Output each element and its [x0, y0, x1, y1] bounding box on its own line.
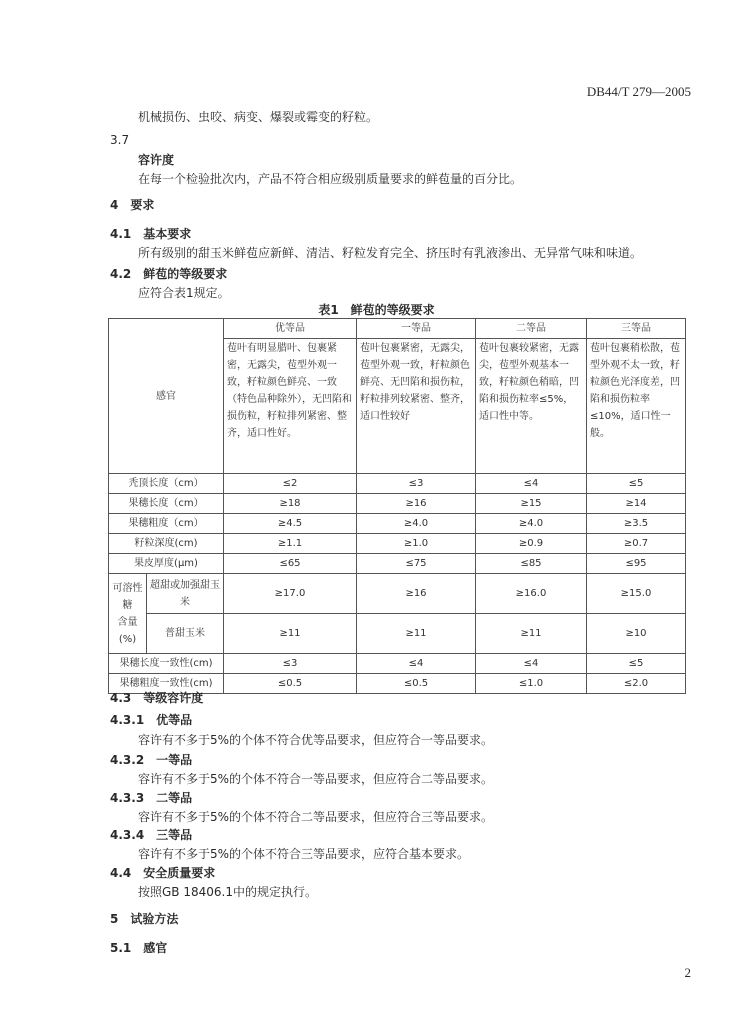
table-caption: 表1 鲜苞的等级要求 [318, 303, 435, 317]
table-cell: ≥16 [357, 574, 476, 614]
sugar-label-line: 含量(%) [117, 616, 138, 645]
section-heading: 4.2 鲜苞的等级要求 [110, 267, 228, 281]
table-cell: ≤4 [476, 654, 587, 674]
table-cell: ≥11 [476, 614, 587, 654]
table-cell: ≥4.0 [476, 514, 587, 534]
table-cell: ≤0.5 [224, 674, 357, 694]
table-cell: ≥15.0 [587, 574, 686, 614]
grade-header: 三等品 [587, 319, 686, 339]
row-label: 果穗粗度（cm） [109, 514, 224, 534]
table-cell: ≥14 [587, 494, 686, 514]
section-title: 容许度 [138, 153, 175, 167]
text-line: 容许有不多于5%的个体不符合一等品要求，但应符合二等品要求。 [138, 772, 494, 786]
sensory-label: 感官 [109, 319, 224, 474]
text-line: 容许有不多于5%的个体不符合二等品要求，但应符合三等品要求。 [138, 810, 494, 824]
table-cell: ≥18 [224, 494, 357, 514]
text-line: 容许有不多于5%的个体不符合优等品要求，但应符合一等品要求。 [138, 733, 494, 747]
section-number: 3.7 [110, 133, 130, 147]
table-cell: ≤4 [357, 654, 476, 674]
sugar-label-line: 可溶性糖 [112, 582, 143, 611]
section-heading: 4.3.3 二等品 [110, 791, 193, 805]
row-label: 普甜玉米 [147, 614, 224, 654]
table-cell: ≥15 [476, 494, 587, 514]
table-cell: ≥16 [357, 494, 476, 514]
sensory-cell: 苞叶包裹较紧密，无露尖，苞型外观基本一致，籽粒颜色稍暗，凹陷和损伤粒率≤5%，适口性中等。 [476, 339, 587, 474]
grade-header: 优等品 [224, 319, 357, 339]
sensory-cell: 苞叶包裹稍松散，苞型外观不太一致，籽粒颜色光泽度差，凹陷和损伤粒率≤10%，适口性一般。 [587, 339, 686, 474]
table-cell: ≤65 [224, 554, 357, 574]
table-cell: ≥1.0 [357, 534, 476, 554]
table-cell: ≥1.1 [224, 534, 357, 554]
table-header-row [109, 319, 686, 339]
table-cell: ≤5 [587, 654, 686, 674]
table-cell: ≥16.0 [476, 574, 587, 614]
table-cell: ≤1.0 [476, 674, 587, 694]
table-cell: ≤3 [224, 654, 357, 674]
text-line: 容许有不多于5%的个体不符合三等品要求，应符合基本要求。 [138, 847, 470, 861]
sensory-cell: 苞叶有明显腊叶、包裹紧密，无露尖，苞型外观一致，籽粒颜色鲜亮、一致（特色品种除外），无凹陷和损伤粒，籽粒排列紧密、整齐，适口性好。 [224, 339, 357, 474]
table-cell: ≤5 [587, 474, 686, 494]
row-label: 秃顶长度（cm） [109, 474, 224, 494]
row-label: 果穗粗度一致性(cm) [109, 674, 224, 694]
grade-header: 一等品 [357, 319, 476, 339]
table-row [109, 514, 686, 534]
text-line: 应符合表1规定。 [138, 286, 230, 300]
standard-number: DB44/T 279—2005 [586, 84, 691, 99]
table-cell: ≥0.9 [476, 534, 587, 554]
row-label: 籽粒深度(cm) [109, 534, 224, 554]
sugar-label [109, 574, 147, 654]
table-cell: ≤95 [587, 554, 686, 574]
text-line: 机械损伤、虫咬、病变、爆裂或霉变的籽粒。 [138, 110, 379, 124]
table-cell: ≥0.7 [587, 534, 686, 554]
table-cell: ≤2 [224, 474, 357, 494]
row-label: 果皮厚度(μm) [109, 554, 224, 574]
section-heading: 4.3.2 一等品 [110, 753, 193, 767]
table-cell: ≥11 [224, 614, 357, 654]
row-label: 果穗长度（cm） [109, 494, 224, 514]
table-cell: ≥4.0 [357, 514, 476, 534]
table-cell: ≥3.5 [587, 514, 686, 534]
section-heading: 4.4 安全质量要求 [110, 866, 216, 880]
table-cell: ≤85 [476, 554, 587, 574]
table-cell: ≥4.5 [224, 514, 357, 534]
table-cell: ≥17.0 [224, 574, 357, 614]
grade-header: 二等品 [476, 319, 587, 339]
section-heading: 4 要求 [110, 198, 155, 212]
grade-requirements-table [108, 318, 686, 694]
table-row [109, 574, 686, 614]
table-row [109, 614, 686, 654]
section-heading: 4.3 等级容许度 [110, 691, 204, 705]
table-cell: ≥11 [357, 614, 476, 654]
table-cell: ≤4 [476, 474, 587, 494]
page-number: 2 [684, 965, 691, 980]
text-line: 所有级别的甜玉米鲜苞应新鲜、清洁、籽粒发育完全、挤压时有乳液渗出、无异常气味和味道。 [138, 246, 643, 260]
table-row [109, 494, 686, 514]
table-cell: ≥10 [587, 614, 686, 654]
section-heading: 5 试验方法 [110, 912, 179, 926]
section-heading: 4.1 基本要求 [110, 227, 192, 241]
section-heading: 4.3.4 三等品 [110, 828, 193, 842]
section-heading: 5.1 感官 [110, 941, 168, 955]
text-line: 按照GB 18406.1中的规定执行。 [138, 885, 317, 899]
table-row [109, 534, 686, 554]
table-cell: ≤75 [357, 554, 476, 574]
row-label: 果穗长度一致性(cm) [109, 654, 224, 674]
table-row [109, 474, 686, 494]
table-row [109, 654, 686, 674]
text-line: 在每一个检验批次内，产品不符合相应级别质量要求的鲜苞量的百分比。 [138, 172, 523, 186]
table-row [109, 554, 686, 574]
sensory-cell: 苞叶包裹紧密，无露尖，苞型外观一致，籽粒颜色鲜亮、无凹陷和损伤粒，籽粒排列较紧密、整齐，适口性较好 [357, 339, 476, 474]
row-label: 超甜或加强甜玉米 [147, 574, 224, 614]
table-cell: ≤3 [357, 474, 476, 494]
table-cell: ≤2.0 [587, 674, 686, 694]
table-cell: ≤0.5 [357, 674, 476, 694]
section-heading: 4.3.1 优等品 [110, 713, 193, 727]
